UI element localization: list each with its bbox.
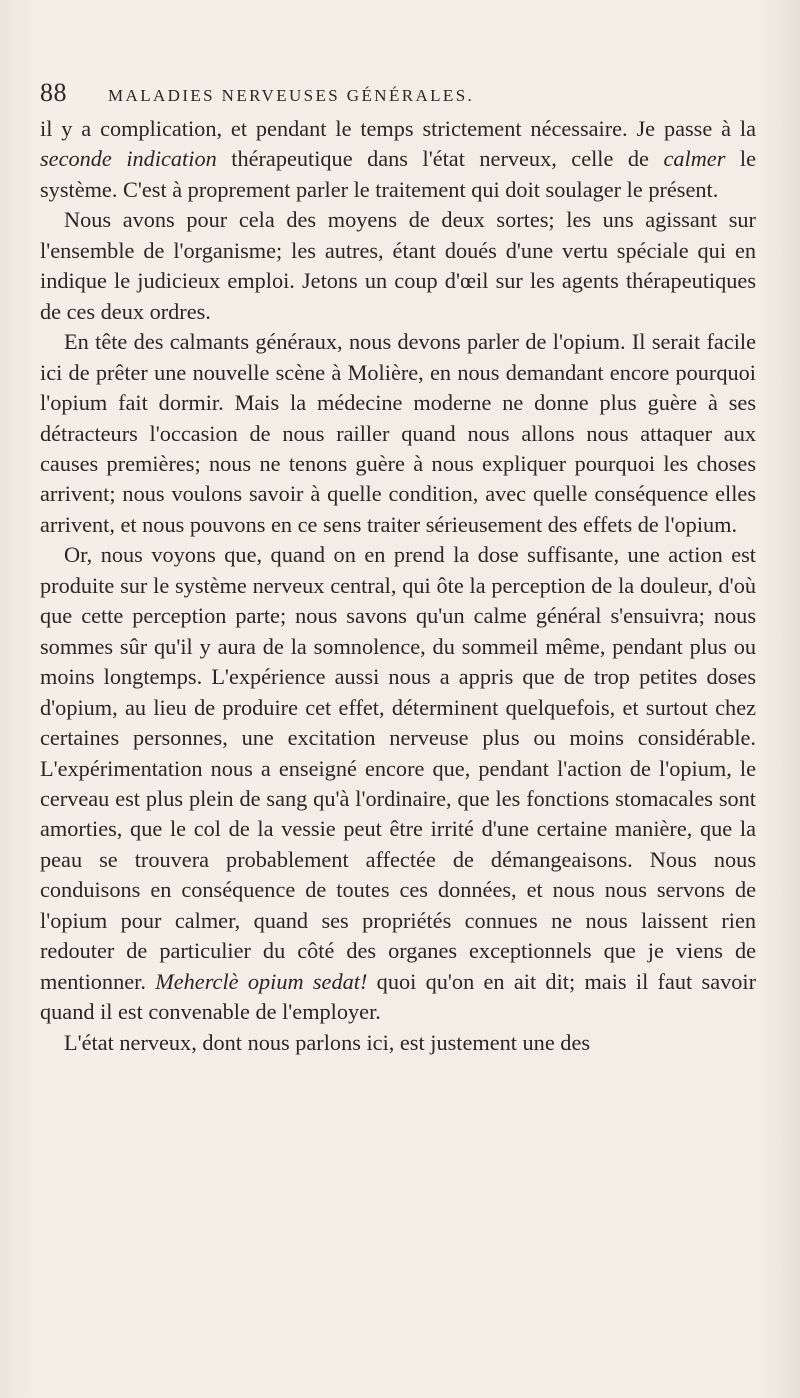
text-segment: il y a complication, et pendant le temps strictement nécessaire. Je passe à la: [40, 116, 756, 141]
italic-text: seconde indication: [40, 146, 217, 172]
italic-text: calmer: [663, 146, 726, 172]
page-number: 88: [40, 78, 67, 107]
paragraph: [40, 540, 756, 1027]
running-title: MALADIES NERVEUSES GÉNÉRALES.: [108, 86, 475, 105]
paragraph: [40, 1028, 756, 1058]
text-segment: Or, nous voyons que, quand on en prend la dose suffisante, une action est produite sur le système nerveux central, qui ôte la perception de la douleur, d'où que cette perception parte; nous savons qu'un calme général s'ensuivra; nous sommes sûr qu'il y aura de la somnolence, du sommeil même, pendant plus ou moins longtemps. L'expérience aussi nous a appris que de trop petites doses d'opium, au lieu de produire cet effet, déterminent quelquefois, et surtout chez certaines personnes, une excitation nerveuse plus ou moins considérable. L'expérimentation nous a enseigné encore que, pendant l'action de l'opium, le cerveau est plus plein de sang qu'à l'ordinaire, que les fonctions stomacales sont amorties, que le col de la vessie peut être irrité d'une certaine manière, que la peau se trouvera probablement affectée de démangeaisons. Nous nous conduisons en conséquence de toutes ces données, et nous nous servons de l'opium pour calmer, quand ses propriétés connues ne nous laissent rien redouter de particulier du côté des organes exceptionnels que je viens de mentionner.: [40, 542, 756, 994]
body-text: [40, 114, 756, 1058]
text-segment: En tête des calmants généraux, nous devons parler de l'opium. Il serait facile ici de prêter une nouvelle scène à Molière, en nous demandant encore pourquoi l'opium fait dormir. Mais la médecine moderne ne donne plus guère à ses détracteurs l'occasion de nous railler quand nous allons nous attaquer aux causes premières; nous ne tenons guère à nous expliquer pourquoi les choses arrivent; nous voulons savoir à quelle condition, avec quelle conséquence elles arrivent, et nous pouvons en ce sens traiter sérieusement des effets de l'opium.: [40, 329, 756, 537]
paragraph: [40, 205, 756, 327]
page-header: [40, 78, 760, 108]
italic-text: Meherclè opium sedat!: [155, 968, 368, 994]
text-segment: Nous avons pour cela des moyens de deux sortes; les uns agissant sur l'ensemble de l'organisme; les autres, étant doués d'une vertu spéciale qui en indique le judicieux emploi. Jetons un coup d'œil sur les agents thérapeutiques de ces deux ordres.: [40, 207, 756, 324]
text-segment: thérapeutique dans l'état nerveux, celle de: [216, 146, 664, 172]
paragraph: [40, 327, 756, 540]
text-segment: L'état nerveux, dont nous parlons ici, est justement une des: [64, 1029, 591, 1055]
text-segment: quoi qu'on en ait dit; mais il faut savoir quand il est convenable de l'employer.: [40, 968, 757, 1025]
text-segment: le système. C'est à proprement parler le traitement qui doit soulager le présent.: [40, 146, 756, 202]
paragraph: [40, 114, 756, 205]
